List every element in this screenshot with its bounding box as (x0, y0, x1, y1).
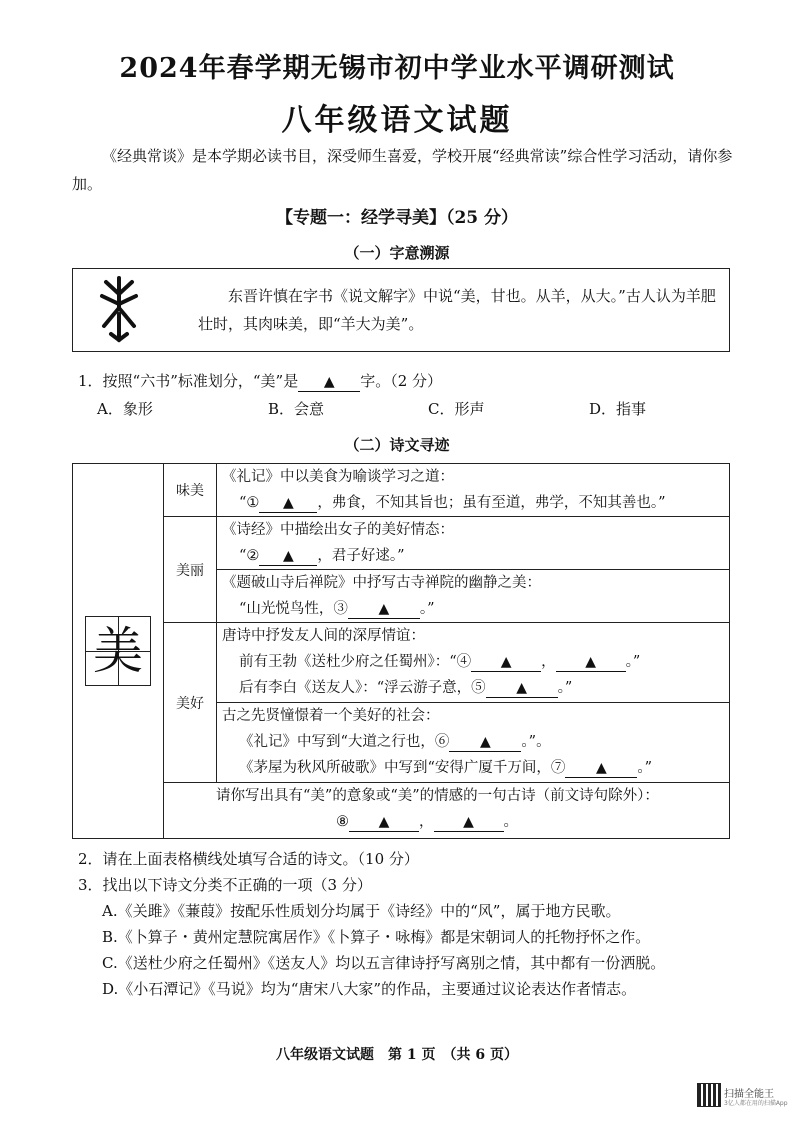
row2-quote-start: “② (239, 548, 260, 564)
category-weimei: 味美 (164, 464, 217, 517)
mei-grid-box (85, 616, 151, 686)
row5-quote-start: 《礼记》中写到“大道之行也，⑥ (239, 734, 450, 750)
intro-paragraph: 《经典常谈》是本学期必读书目，深受师生喜爱，学校开展“经典常读”综合性学习活动，请你参加。 (72, 147, 733, 193)
q1-option-d[interactable]: D．指事 (589, 400, 647, 418)
watermark-brand: 扫描全能王 (724, 1089, 774, 1100)
blank-marker: ▲ (378, 814, 390, 830)
row1-quote-start: “① (239, 495, 260, 511)
answer-blank-q8a[interactable] (349, 813, 419, 832)
exam-subtitle: 八年级语文试题 (281, 103, 513, 138)
q3-option-c[interactable]: C.《送杜少府之任蜀州》《送友人》均以五言律诗抒写离别之情，其中都有一份洒脱。 (102, 954, 666, 972)
big-char-cell (73, 464, 164, 839)
blank-marker: ▲ (596, 760, 607, 776)
ancient-mei-glyph-icon (94, 274, 144, 344)
row5c-quote-end: 。” (637, 760, 653, 776)
answer-blank-q8b[interactable] (434, 813, 504, 832)
poem-table (72, 463, 730, 839)
q3-option-b[interactable]: B.《卜算子・黄州定慧院寓居作》《卜算子・咏梅》都是宋朝词人的托物抒怀之作。 (102, 928, 651, 946)
row-meihao-1 (217, 623, 730, 703)
answer-blank-q7[interactable] (565, 759, 637, 778)
answer-blank-q2[interactable] (259, 547, 317, 566)
blank-marker: ▲ (378, 601, 390, 617)
answer-blank-q3[interactable] (348, 600, 420, 619)
row2-prompt: 《诗经》中描绘出女子的美好情态： (222, 522, 454, 538)
row6-quote-end: 。 (503, 814, 518, 830)
part1-title: （一）字意溯源 (344, 244, 450, 262)
q1-option-b[interactable]: B．会意 (268, 400, 325, 418)
part2-title: （二）诗文寻迹 (344, 436, 450, 454)
category-meili: 美丽 (164, 517, 217, 623)
row-meili-1 (217, 517, 730, 570)
mei-char: 美 (93, 622, 143, 680)
exam-title: 2024年春学期无锡市初中学业水平调研测试 (119, 53, 675, 84)
answer-blank-1[interactable] (298, 372, 360, 392)
row4c-quote-end: 。” (557, 680, 573, 696)
answer-blank-q1[interactable] (259, 494, 317, 513)
q3-option-d[interactable]: D.《小石潭记》《马说》均为“唐宋八大家”的作品，主要通过议论表达作者情志。 (102, 980, 637, 998)
answer-blank-q4b[interactable] (556, 653, 626, 672)
row6-quote-start: ⑧ (336, 814, 349, 830)
blank-marker: ▲ (500, 654, 512, 670)
row-meili-2 (217, 570, 730, 623)
row4-prompt: 唐诗中抒发友人间的深厚情谊： (222, 628, 425, 644)
section-title: 【专题一：经学寻美】（25 分） (275, 208, 519, 228)
row2-quote-end: ，君子好逑。” (317, 548, 405, 564)
blank-marker: ▲ (463, 814, 474, 830)
row-extra-poem (164, 783, 730, 839)
row1-quote-end: ，弗食，不知其旨也；虽有至道，弗学，不知其善也。” (317, 495, 666, 511)
row-weimei (217, 464, 730, 517)
question-1-stem: 1．按照“六书”标准划分，“美”是 (78, 372, 299, 390)
origin-box-text: 东晋许慎在字书《说文解字》中说“美，甘也。从羊，从大。”古人认为羊肥壮时，其肉味美，即“羊大为美”。 (198, 287, 716, 333)
row3-prompt: 《题破山寺后禅院》中抒写古寺禅院的幽静之美： (222, 575, 541, 591)
page-footer: 八年级语文试题 第 1 页 （共 6 页） (276, 1047, 518, 1063)
answer-blank-q6[interactable] (449, 733, 521, 752)
question-3: 3．找出以下诗文分类不正确的一项（3 分） (78, 876, 372, 894)
row4-quote-sep: ， (541, 654, 556, 670)
row-meihao-2 (217, 703, 730, 783)
answer-blank-q5[interactable] (486, 679, 558, 698)
blank-marker: ▲ (480, 734, 491, 750)
row4-quote-start: 前有王勃《送杜少府之任蜀州》：“④ (239, 654, 472, 670)
answer-blank-q4a[interactable] (471, 653, 541, 672)
row1-prompt: 《礼记》中以美食为喻谈学习之道： (222, 469, 454, 485)
q1-option-a[interactable]: A．象形 (97, 400, 153, 418)
row5-prompt: 古之先贤憧憬着一个美好的社会： (222, 708, 440, 724)
row4-quote-end: 。” (625, 654, 641, 670)
row6-prompt: 请你写出具有“美”的意象或“美”的情感的一句古诗（前文诗句除外）： (216, 788, 659, 804)
row4c-quote-start: 后有李白《送友人》：“浮云游子意，⑤ (239, 680, 486, 696)
category-meihao: 美好 (164, 623, 217, 783)
qr-code-icon (697, 1083, 721, 1107)
row5c-quote-start: 《茅屋为秋风所破歌》中写到“安得广厦千万间，⑦ (239, 760, 566, 776)
row3-quote-start: “山光悦鸟性，③ (239, 601, 348, 617)
row5-quote-end: 。”。 (521, 734, 551, 750)
question-2: 2．请在上面表格横线处填写合适的诗文。（10 分） (78, 850, 419, 868)
blank-marker: ▲ (283, 495, 294, 511)
question-1 (78, 370, 442, 392)
watermark-sub: 3亿人都在用的扫描App (724, 1100, 788, 1107)
blank-marker: ▲ (283, 548, 294, 564)
q1-option-c[interactable]: C．形声 (428, 400, 485, 418)
blank-marker: ▲ (323, 374, 335, 390)
q3-option-a[interactable]: A.《关雎》《蒹葭》按配乐性质划分均属于《诗经》中的“风”，属于地方民歌。 (102, 902, 621, 920)
blank-marker: ▲ (585, 654, 597, 670)
blank-marker: ▲ (516, 680, 528, 696)
row6-quote-sep: ， (419, 814, 434, 830)
row3-quote-end: 。” (419, 601, 435, 617)
question-1-stem-end: 字。（2 分） (360, 372, 443, 390)
